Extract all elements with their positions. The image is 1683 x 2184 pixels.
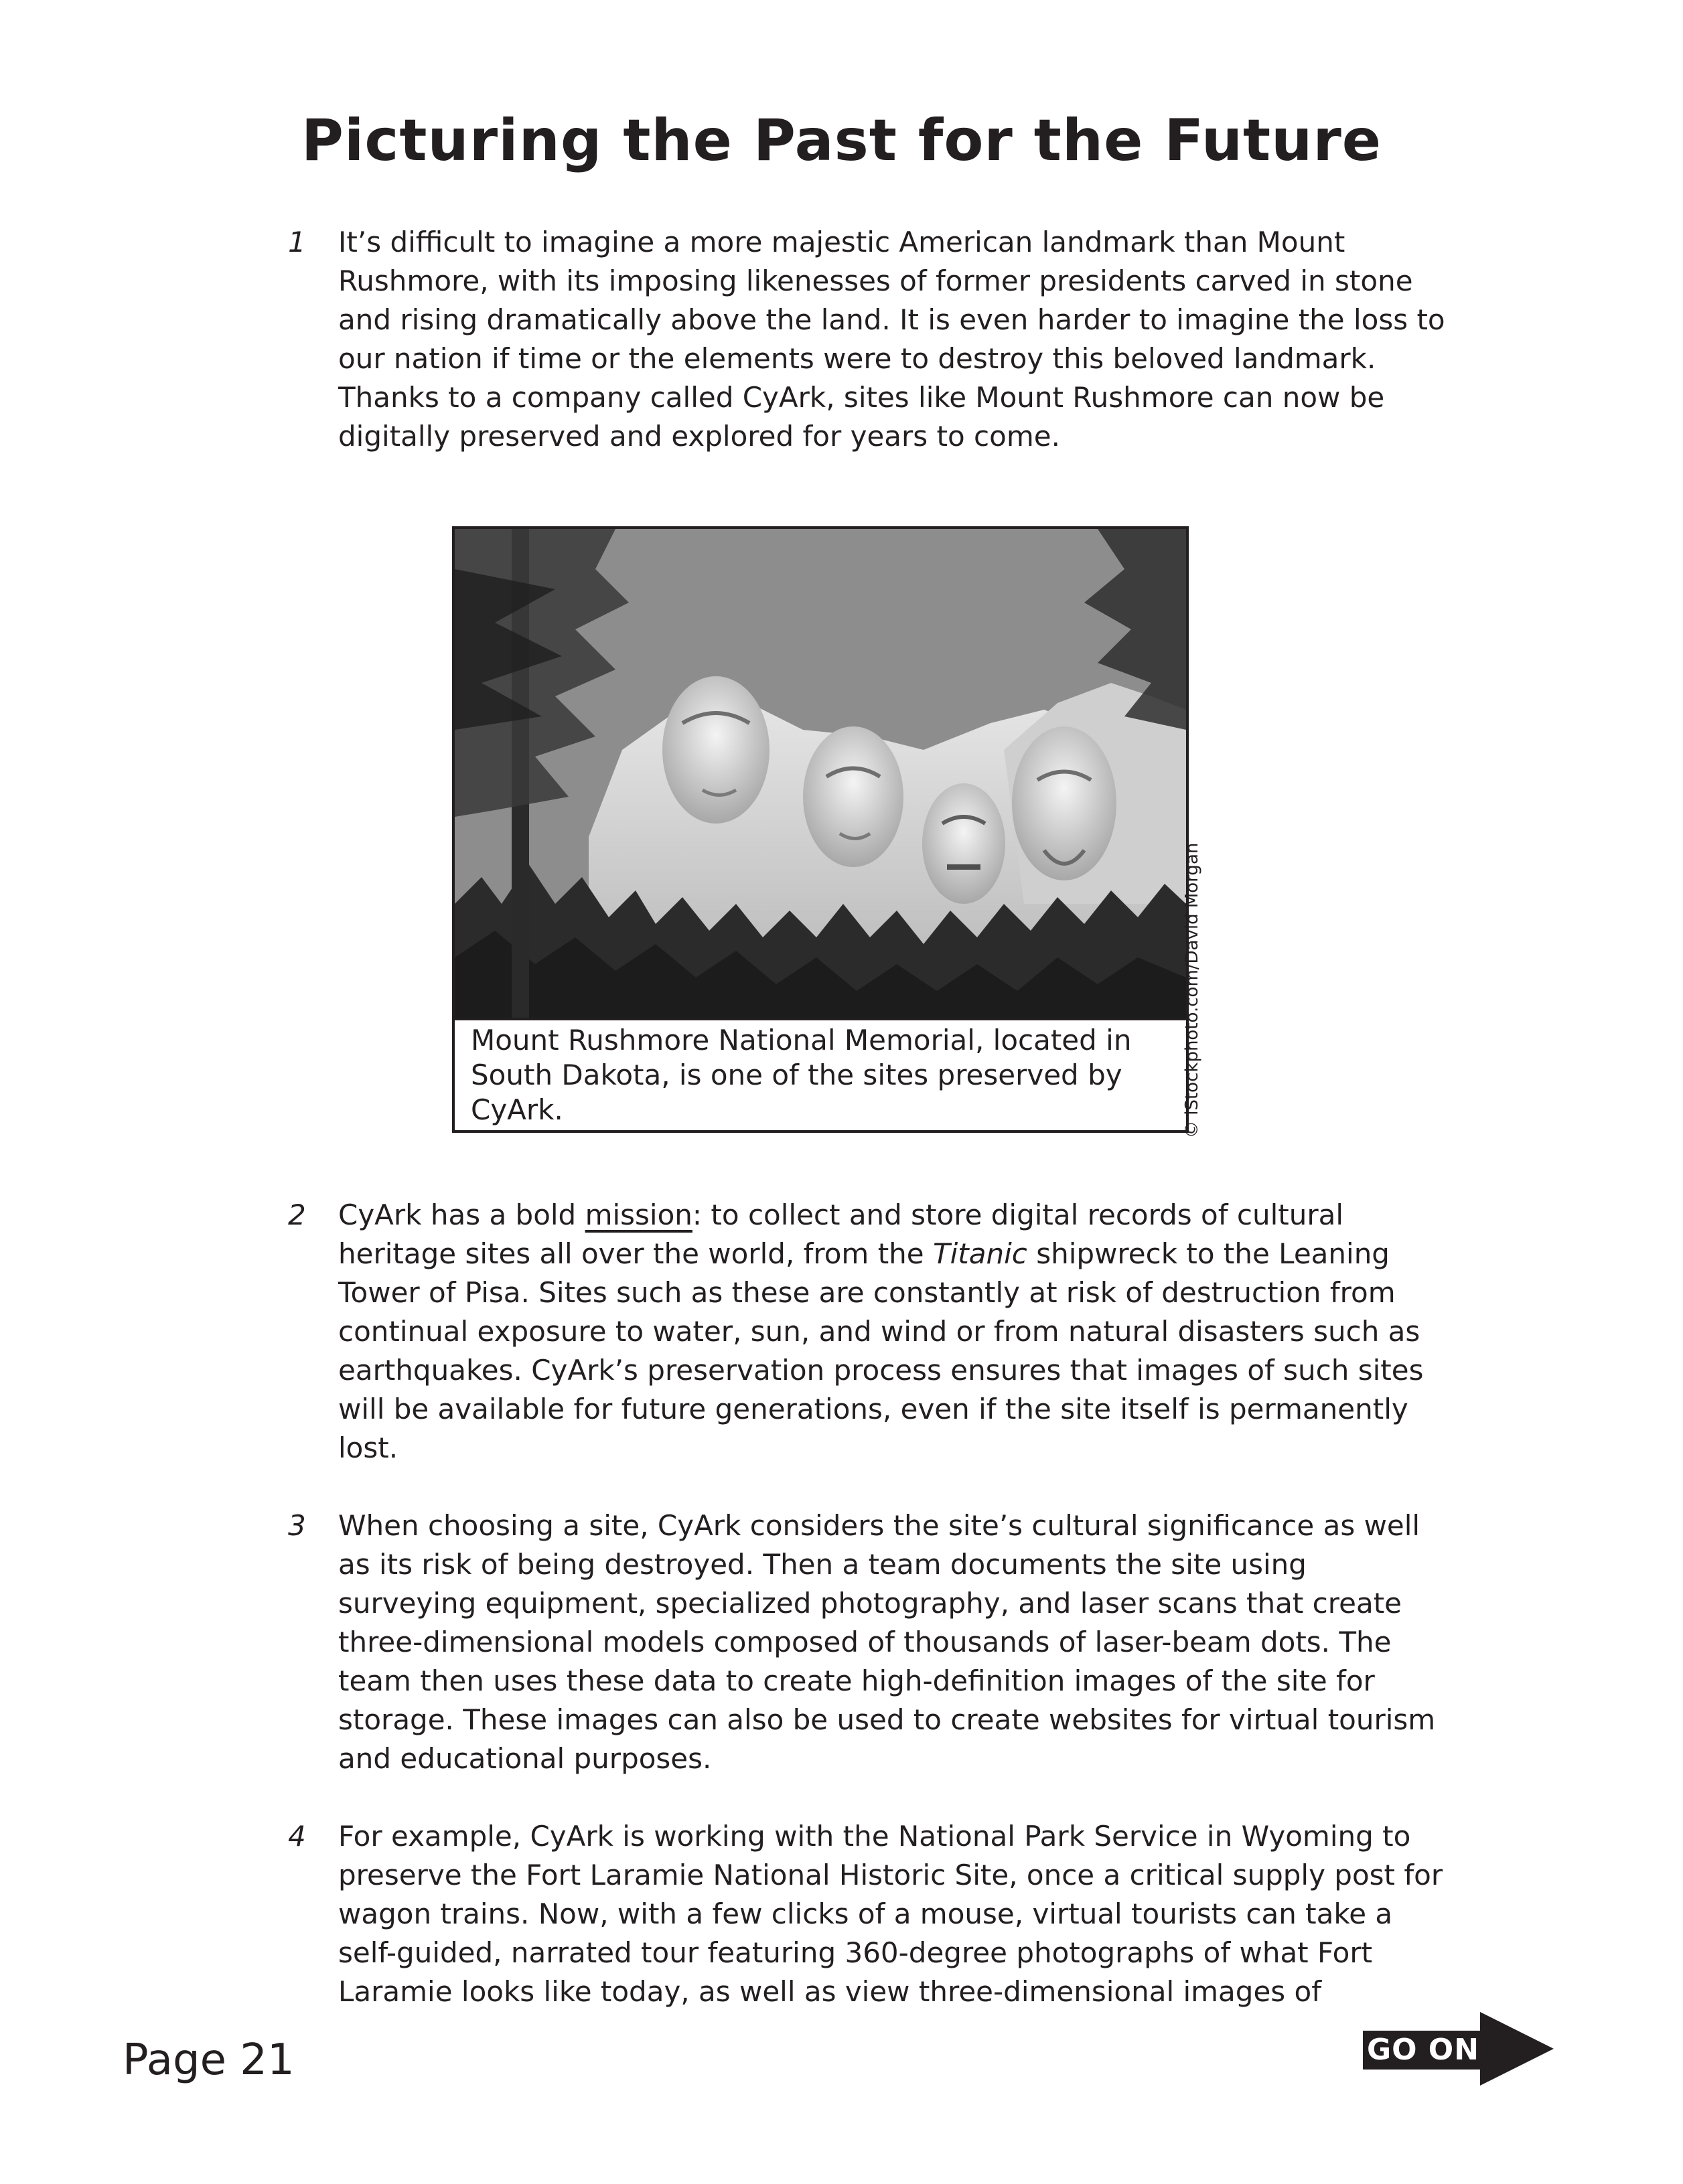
photo-credit: © iStockphoto.com/David Morgan: [1182, 842, 1202, 1138]
paragraph-number: 2: [288, 1198, 306, 1231]
photo-figure: [452, 526, 1189, 1133]
go-on-label: GO ON: [1366, 2033, 1480, 2067]
paragraph-text: For example, CyArk is working with the National Park Service in Wyoming to preserve the Fort Laramie National Historic Site, once a critical supply post for wagon trains. Now, with a few clicks of a mouse, virtual tourists can take a self-guided, narrated tour featuring 360-degree photographs of what Fort Laramie looks like today, as well as view three-dimensional images of: [338, 1820, 1443, 2008]
paragraph-number: 4: [288, 1820, 306, 1853]
italic-title: Titanic: [932, 1237, 1027, 1270]
arrow-right-icon: [1480, 2012, 1554, 2086]
page-title: Picturing the Past for the Future: [301, 107, 1382, 174]
paragraph-text: When choosing a site, CyArk considers the site’s cultural significance as well as its risk of being destroyed. Then a team documents the site using surveying equipment, specialized photography, and laser scans that create three-dimensional models composed of thousands of laser-beam dots. The team then uses these data to create high-definition images of the site for storage. These images can also be used to create websites for virtual tourism and educational purposes.: [338, 1509, 1436, 1775]
paragraph-text: [338, 1196, 1450, 1468]
go-on-indicator: [1363, 2012, 1557, 2086]
paragraph-number: 1: [288, 226, 306, 258]
vocabulary-word-mission: mission: [585, 1198, 692, 1231]
paragraph-number: 3: [288, 1509, 306, 1542]
paragraph-text-part: shipwreck to the Leaning Tower of Pisa. Sites such as these are constantly at risk of destruction from continual exposure to water, sun, and wind or from natural disasters such as earthquakes. CyArk’s preservation process ensures that images of such sites will be available for future generations, even if the site itself is permanently lost.: [338, 1237, 1424, 1464]
paragraph-text-part: CyArk has a bold: [338, 1198, 585, 1231]
page-number: Page 21: [123, 2035, 295, 2085]
paragraph-text: It’s difficult to imagine a more majestic American landmark than Mount Rushmore, with its imposing likenesses of former presidents carved in stone and rising dramatically above the land. It is even harder to imagine the loss to our nation if time or the elements were to destroy this beloved landmark. Thanks to a company called CyArk, sites like Mount Rushmore can now be digitally preserved and explored for years to come.: [338, 226, 1445, 453]
mount-rushmore-photo: [455, 529, 1186, 1020]
photo-caption: Mount Rushmore National Memorial, located in South Dakota, is one of the sites preserved by CyArk.: [471, 1024, 1132, 1126]
paragraph-text-part: : to collect and store digital records of cultural heritage sites all over the world, from the: [338, 1198, 1344, 1270]
